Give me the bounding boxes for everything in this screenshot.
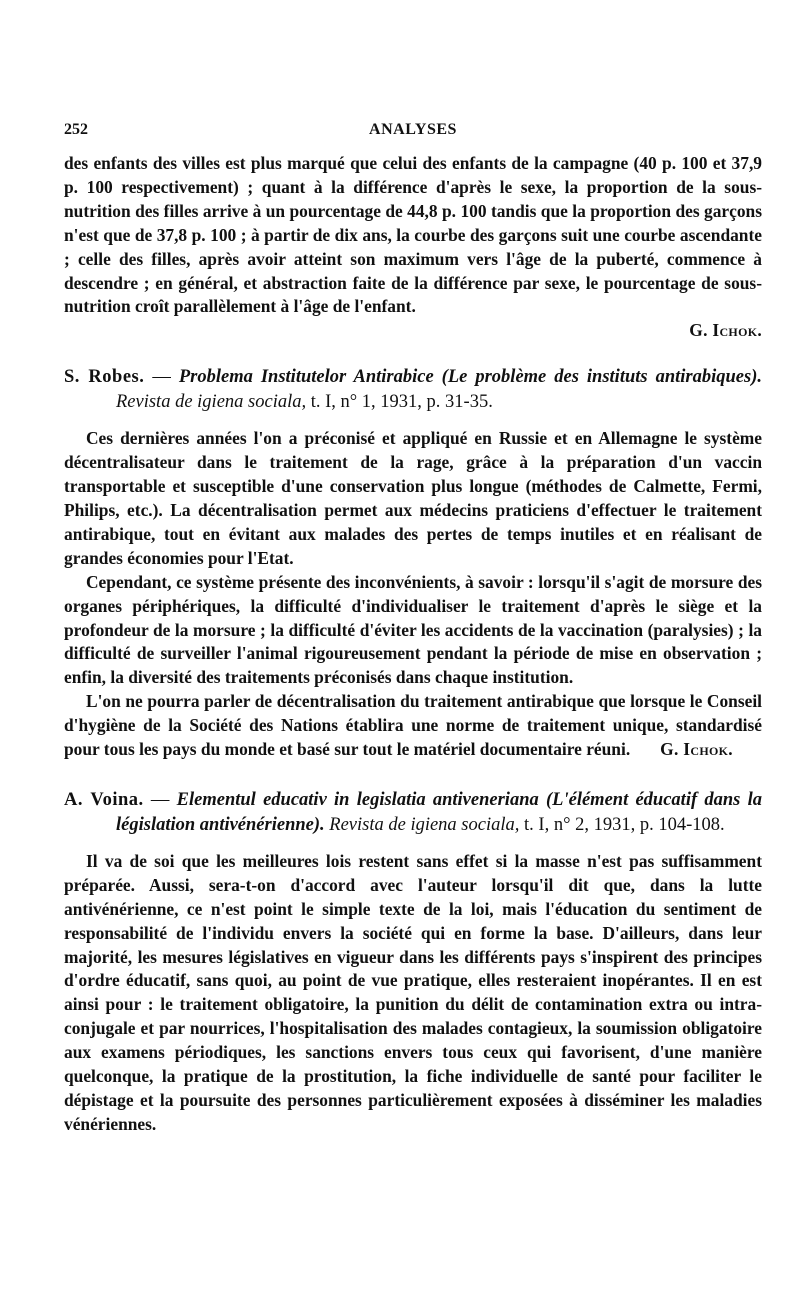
journal-name: Revista de igiena sociala, [329, 814, 520, 835]
journal-reference: t. I, n° 1, 1931, p. 31-35. [310, 392, 493, 413]
translation-close: ). [751, 367, 762, 388]
article-title: Problema Institutelor Antirabice [178, 367, 434, 388]
signature: G. Ichok. [660, 739, 733, 760]
running-head [64, 118, 762, 152]
article-title: Elementul educativ in legislatia antiveneriana [176, 789, 539, 810]
translation-close: ). [313, 814, 325, 835]
journal-reference: t. I, n° 2, 1931, p. 104-108. [524, 814, 725, 835]
author-name: A. Voina. [64, 789, 144, 810]
entry-body-robes [64, 427, 762, 762]
body-paragraph: Ces dernières années l'on a préconisé et appliqué en Russie et en Allemagne le système décentralisateur dans le traitement de la rage, grâce à la préparation d'un vaccin transportable et susceptible d'une conservation plus longue (méthodes de Calmette, Fermi, Philips, etc.). La décentralisation permet aux médecins praticiens d'effectuer le traitement antirabique, tout en évitant aux malades des pertes de temps inutiles et en réalisant de grandes économies pour l'Etat. [64, 428, 762, 568]
entry-heading-robes [64, 365, 762, 415]
page-number: 252 [64, 121, 88, 138]
article-translation: Le problème des instituts antirabiques [447, 367, 752, 388]
signature: G. Ichok. [689, 320, 762, 341]
article-translation: L'élément éducatif dans la législation antivénérienne [116, 789, 763, 835]
heading-dash: — [150, 789, 170, 810]
body-paragraph: L'on ne pourra parler de décentralisation du traitement antirabique que lorsque le Conseil d'hygiène de la Société des Nations établira une norme de traitement unique, standardisé pour tous les pays du monde et basé sur tout le matériel documentaire réuni. G. Ichok. [64, 691, 762, 760]
body-paragraph: Cependant, ce système présente des inconvénients, à savoir : lorsqu'il s'agit de morsure des organes périphériques, la difficulté d'individualiser le traitement d'après le siège et la profondeur de la morsure ; la difficulté d'éviter les accidents de la vaccination (paralysies) ; la difficulté de surveiller l'animal rigoureusement pendant la période de mise en observation ; enfin, la diversité des traitements préconisés dans chaque institution. [64, 571, 762, 688]
continuation-paragraph: des enfants des villes est plus marqué que celui des enfants de la campagne (40 p. 100 et 37,9 p. 100 respectivement) ; quant à la différence d'après le sexe, la proportion de la sous-nutrition des filles arrive à un pourcentage de 44,8 p. 100 tandis que la proportion des garçons n'est que de 37,8 p. 100 ; à partir de dix ans, la courbe des garçons suit une courbe ascendante ; celle des filles, après avoir atteint son maximum vers l'âge de la puberté, commence à descendre ; en général, et abstraction faite de la différence par sexe, le pourcentage de sous-nutrition croît parallèlement à l'âge de l'enfant. [64, 153, 762, 317]
body-paragraph: Il va de soi que les meilleures lois restent sans effet si la masse n'est pas suffisamment préparée. Aussi, sera-t-on d'accord avec l'auteur lorsqu'il dit que, dans la lutte antivénérienne, ce n'est point le simple texte de la loi, mais l'éducation du sentiment de responsabilité de l'individu envers la société qui en forme la base. D'ailleurs, dans leur majorité, les mesures législatives en vigueur dans les différents pays s'inspirent des principes d'ordre éducatif, sans quoi, au point de vue pratique, elles resteraient inopérantes. Il en est ainsi pour : le traitement obligatoire, la punition du délit de contamination extra ou intra-conjugale et par nourrices, l'hospitalisation des malades contagieux, la soumission obligatoire aux examens périodiques, les sanctions envers tous ceux qui favorisent, d'une manière quelconque, la pratique de la prostitution, la fiche individuelle de santé pour faciliter le dépistage et la poursuite des personnes particulièrement exposées à disséminer les maladies vénériennes. [64, 850, 762, 1134]
entry-body-voina [64, 850, 762, 1137]
author-name: S. Robes. [64, 367, 145, 388]
heading-dash: — [152, 367, 171, 388]
translation-open: ( [546, 789, 553, 810]
translation-open: ( [441, 367, 448, 388]
journal-name: Revista de igiena sociala, [116, 392, 307, 413]
entry-heading-voina [64, 788, 762, 838]
running-title: ANALYSES [369, 121, 457, 138]
